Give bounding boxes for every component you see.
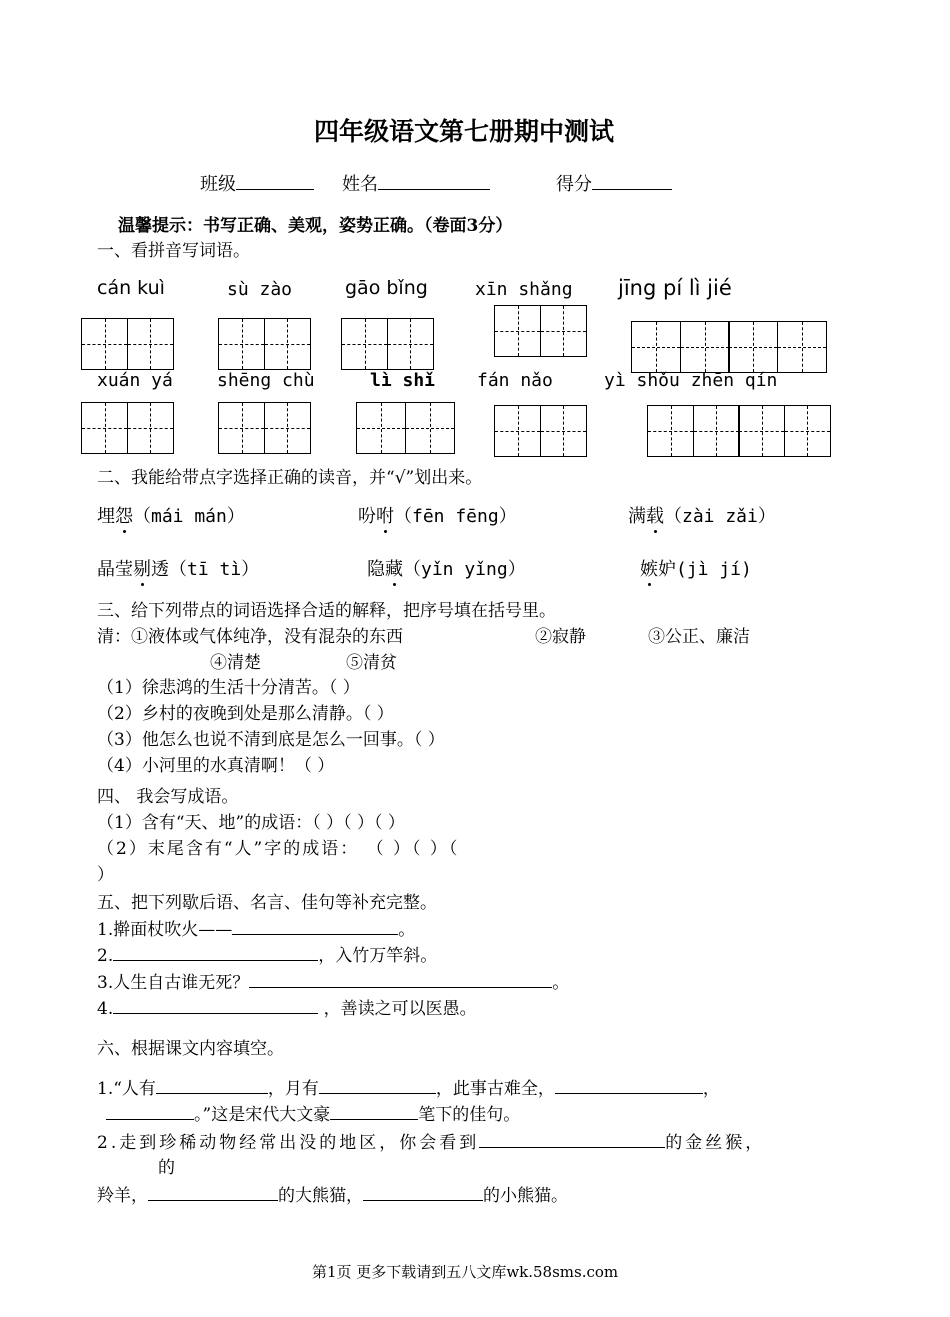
score-label: 得分: [556, 174, 592, 195]
writing-grid-2-2[interactable]: [218, 402, 309, 454]
pinyin-1-4: xīn shǎng: [475, 279, 573, 300]
section2-heading: 二、我能给带点字选择正确的读音，并“√”划出来。: [97, 468, 483, 488]
section1-heading: 一、看拼音写词语。: [97, 241, 250, 261]
question-4-2-tail: ）: [97, 865, 114, 885]
pinyin-1-1: cán kuì: [97, 277, 165, 299]
fill-6-5-blank-a[interactable]: [148, 1182, 278, 1201]
reading-item-3: 满载（zài zǎi）: [628, 506, 776, 527]
proverb-3-blank[interactable]: [249, 969, 552, 988]
fill-6-5: 羚羊， 的大熊猫， 的小熊猫。: [97, 1181, 568, 1206]
pinyin-2-2: shēng chù: [217, 370, 315, 391]
pinyin-2-3: lì shǐ: [370, 370, 436, 391]
fill-6-1-blank-b[interactable]: [319, 1075, 436, 1094]
proverb-3: 3.人生自古谁无死？ 。: [97, 968, 569, 993]
writing-grid-2-3[interactable]: [356, 402, 453, 454]
fill-6-1-blank-c[interactable]: [555, 1075, 703, 1094]
fill-6-3-blank[interactable]: [479, 1129, 665, 1148]
question-3-2: （2）乡村的夜晚到处是那么清静。（ ）: [97, 704, 394, 724]
reading-item-6: 嫉妒(jì jí): [640, 559, 752, 580]
fill-6-1: 1.“人有 ，月有 ，此事古难全， ，: [97, 1074, 720, 1099]
pinyin-2-1: xuán yá: [97, 370, 173, 391]
proverb-4-blank[interactable]: [113, 995, 318, 1014]
reading-item-2: 吩咐（fēn fēng）: [358, 506, 517, 527]
definition-5: ⑤清贫: [346, 653, 397, 673]
writing-grid-1-1[interactable]: [81, 318, 172, 370]
reading-item-1: 埋怨（mái mán）: [97, 506, 245, 527]
writing-grid-1-4[interactable]: [494, 305, 585, 357]
proverb-1: 1.擀面杖吹火—— 。: [97, 915, 415, 940]
writing-grid-1-2[interactable]: [218, 318, 309, 370]
section3-heading: 三、给下列带点的词语选择合适的解释，把序号填在括号里。: [97, 601, 556, 621]
fill-6-2-blank-a[interactable]: [106, 1101, 194, 1120]
proverb-4: 4. ，善读之可以医愚。: [97, 994, 477, 1019]
pinyin-1-5: jīng pí lì jié: [618, 276, 732, 300]
writing-grid-1-5[interactable]: [631, 321, 825, 373]
class-label: 班级: [200, 174, 236, 195]
question-3-4: （4）小河里的水真清啊！（ ）: [97, 756, 335, 776]
page-title: 四年级语文第七册期中测试: [314, 117, 615, 146]
writing-grid-2-1[interactable]: [81, 402, 172, 454]
definition-3: ③公正、廉洁: [648, 627, 750, 647]
page-footer: 第1页 更多下载请到五八文库wk.58sms.com: [312, 1263, 619, 1281]
pinyin-1-3: gāo bǐng: [345, 277, 428, 299]
name-label: 姓名: [342, 174, 378, 195]
definition-4: ④清楚: [210, 653, 261, 673]
fill-6-2-blank-b[interactable]: [330, 1101, 418, 1120]
section4-heading: 四、 我会写成语。: [97, 787, 239, 807]
proverb-2: 2. ，入竹万竿斜。: [97, 941, 437, 966]
fill-6-2: 。”这是宋代大文豪 笔下的佳句。: [106, 1100, 520, 1125]
tip-text: 温馨提示：书写正确、美观，姿势正确。（卷面3分）: [118, 216, 513, 236]
writing-grid-1-3[interactable]: [341, 318, 432, 370]
question-4-2: （2）末尾含有“人”字的成语： （ ）（ ）（: [97, 839, 460, 859]
writing-grid-2-5[interactable]: [647, 405, 829, 457]
reading-item-5: 隐藏（yǐn yǐng）: [367, 559, 526, 580]
name-blank[interactable]: [378, 171, 490, 190]
question-4-1: （1）含有“天、地”的成语：（ ）（ ）（ ）: [97, 813, 405, 833]
score-field[interactable]: [556, 170, 672, 196]
score-blank[interactable]: [592, 171, 672, 190]
question-3-1: （1）徐悲鸿的生活十分清苦。（ ）: [97, 678, 360, 698]
class-field[interactable]: [200, 170, 314, 196]
reading-item-4: 晶莹剔透（tī tì）: [97, 559, 260, 580]
proverb-1-blank[interactable]: [232, 916, 398, 935]
pinyin-2-4: fán nǎo: [477, 370, 553, 391]
name-field[interactable]: [342, 170, 490, 196]
definition-1: 清：①液体或气体纯净，没有混杂的东西: [97, 627, 403, 647]
fill-6-5-blank-b[interactable]: [363, 1182, 483, 1201]
section6-heading: 六、根据课文内容填空。: [97, 1039, 284, 1059]
fill-6-3: 2.走到珍稀动物经常出没的地区，你会看到 的金丝猴，: [97, 1128, 765, 1153]
question-3-3: （3）他怎么也说不清到底是怎么一回事。（ ）: [97, 730, 445, 750]
fill-6-1-blank-a[interactable]: [156, 1075, 268, 1094]
definition-2: ②寂静: [535, 627, 586, 647]
pinyin-1-2: sù zào: [227, 279, 293, 300]
writing-grid-2-4[interactable]: [494, 405, 585, 457]
section5-heading: 五、把下列歇后语、名言、佳句等补充完整。: [97, 893, 437, 913]
fill-6-4: 的: [158, 1158, 175, 1178]
pinyin-2-5: yì shǒu zhēn qín: [604, 370, 778, 391]
class-blank[interactable]: [236, 171, 314, 190]
proverb-2-blank[interactable]: [113, 942, 318, 961]
